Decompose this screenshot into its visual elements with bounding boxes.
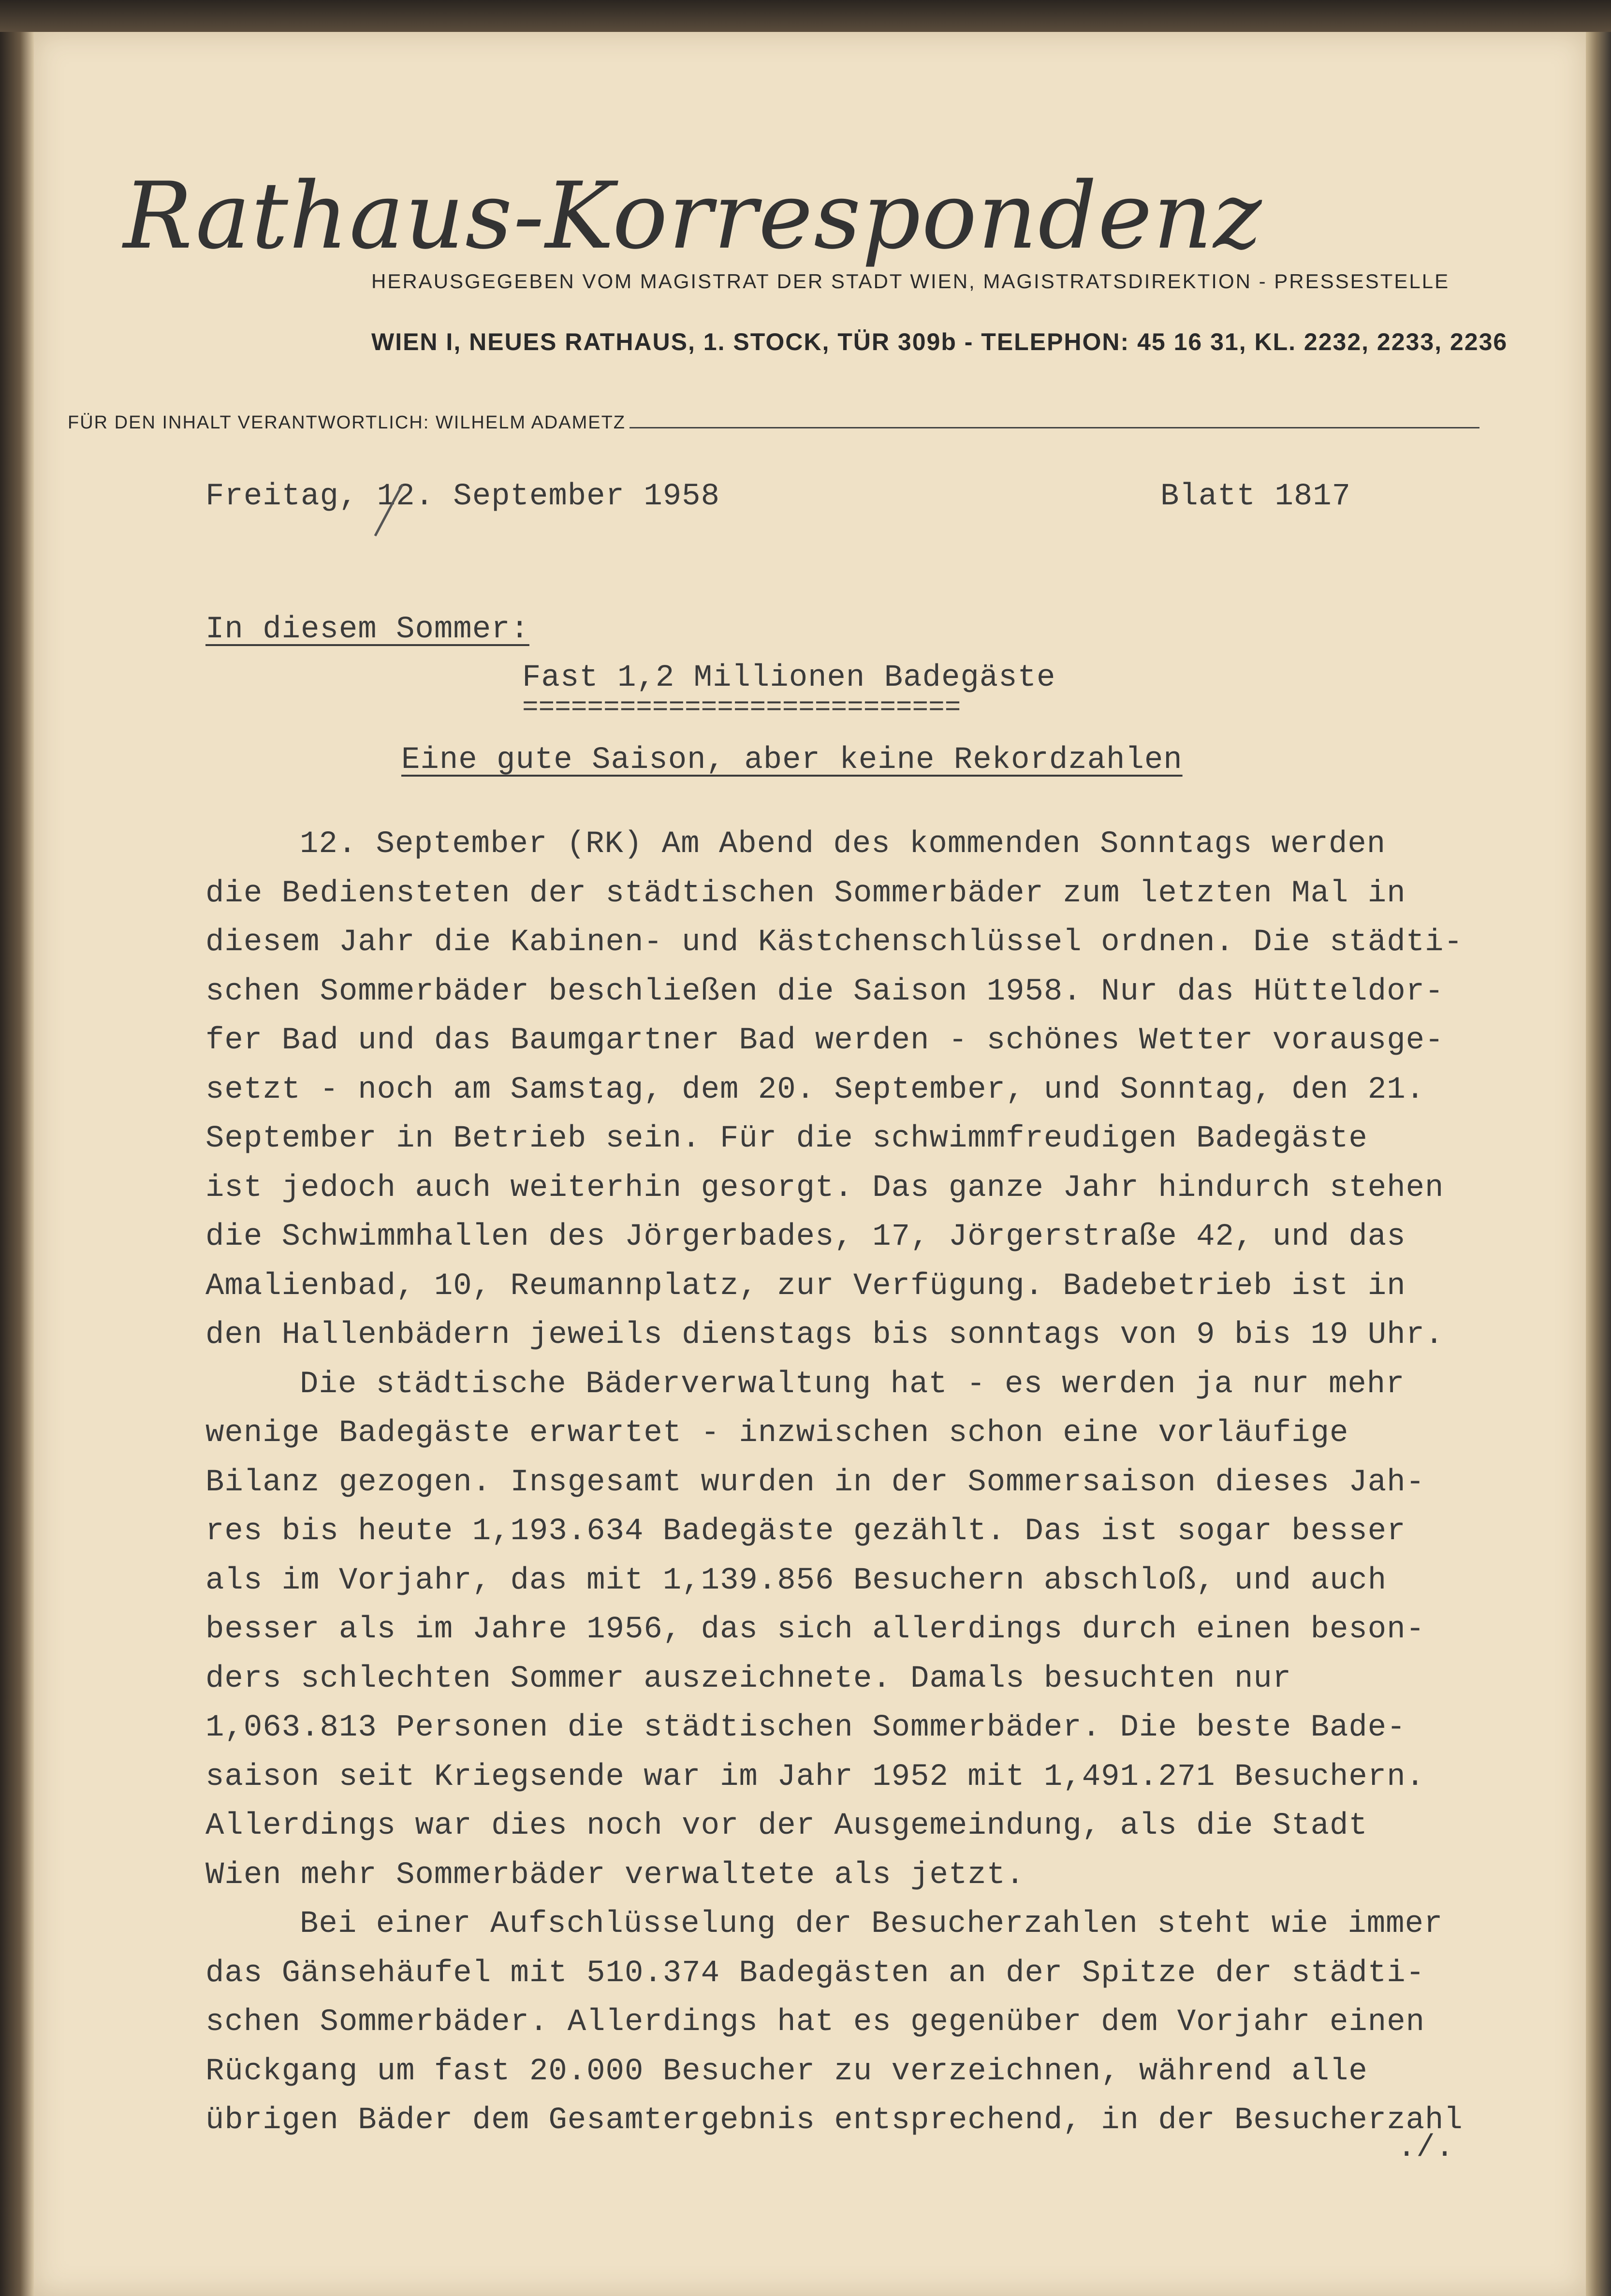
continuation-mark: ./. — [1397, 2131, 1455, 2165]
article-body — [205, 820, 1463, 2146]
headline-rule: =========================== — [522, 692, 961, 723]
body-line: 1,063.813 Personen die städtischen Sommerbäder. Die beste Bade- — [205, 1710, 1406, 1745]
body-line: Wien mehr Sommerbäder verwaltete als jetzt. — [205, 1857, 1025, 1893]
rubric: In diesem Sommer: — [205, 612, 529, 647]
body-line: res bis heute 1,193.634 Badegäste gezählt. Das ist sogar besser — [205, 1514, 1406, 1549]
body-line: schen Sommerbäder. Allerdings hat es gegenüber dem Vorjahr einen — [205, 2005, 1425, 2040]
address-line: WIEN I, NEUES RATHAUS, 1. STOCK, TÜR 309b - TELEPHON: 45 16 31, KL. 2232, 2233, 2236 — [371, 328, 1508, 355]
sheet-number: Blatt 1817 — [1160, 479, 1351, 514]
body-line: setzt - noch am Samstag, dem 20. September, und Sonntag, den 21. — [205, 1072, 1425, 1107]
scan-right-edge — [1586, 32, 1611, 2296]
body-line: Die städtische Bäderverwaltung hat - es werden ja nur mehr — [300, 1367, 1405, 1402]
responsible-line: FÜR DEN INHALT VERANTWORTLICH: WILHELM ADAMETZ — [68, 412, 626, 433]
masthead-rule — [630, 427, 1479, 428]
body-line: Rückgang um fast 20.000 Besucher zu verzeichnen, während alle — [205, 2054, 1368, 2089]
responsible-row — [68, 409, 1479, 433]
body-line: Amalienbad, 10, Reumannplatz, zur Verfügung. Badebetrieb ist in — [205, 1268, 1406, 1304]
subheadline: Eine gute Saison, aber keine Rekordzahlen — [401, 743, 1183, 778]
body-line: diesem Jahr die Kabinen- und Kästchenschlüssel ordnen. Die städti- — [205, 925, 1463, 960]
body-line: schen Sommerbäder beschließen die Saison 1958. Nur das Hütteldor- — [205, 974, 1444, 1009]
body-line: den Hallenbädern jeweils dienstags bis sonntags von 9 bis 19 Uhr. — [205, 1318, 1444, 1353]
binding-edge — [0, 32, 34, 2296]
publisher-line: HERAUSGEGEBEN VOM MAGISTRAT DER STADT WIEN, MAGISTRATSDIREKTION - PRESSESTELLE — [371, 270, 1450, 293]
body-line: wenige Badegäste erwartet - inzwischen schon eine vorläufige — [205, 1416, 1349, 1451]
body-line: Bei einer Aufschlüsselung der Besucherzahlen steht wie immer — [300, 1907, 1443, 1942]
body-line: fer Bad und das Baumgartner Bad werden - schönes Wetter vorausge- — [205, 1023, 1444, 1058]
body-line: besser als im Jahre 1956, das sich allerdings durch einen beson- — [205, 1612, 1425, 1647]
body-line: übrigen Bäder dem Gesamtergebnis entsprechend, in der Besucherzahl — [205, 2103, 1463, 2138]
issue-date: Freitag, 12. September 1958 — [205, 479, 720, 514]
body-line: Allerdings war dies noch vor der Ausgemeindung, als die Stadt — [205, 1809, 1368, 1843]
body-line: 12. September (RK) Am Abend des kommenden Sonntags werden — [300, 827, 1386, 862]
body-line: saison seit Kriegsende war im Jahr 1952 mit 1,491.271 Besuchern. — [205, 1759, 1425, 1795]
body-line: September in Betrieb sein. Für die schwimmfreudigen Badegäste — [205, 1121, 1368, 1156]
body-line: als im Vorjahr, das mit 1,139.856 Besuchern abschloß, und auch — [205, 1563, 1387, 1598]
body-line: die Bediensteten der städtischen Sommerbäder zum letzten Mal in — [205, 876, 1406, 911]
scan-top-edge — [0, 0, 1611, 32]
body-line: die Schwimmhallen des Jörgerbades, 17, Jörgerstraße 42, und das — [205, 1220, 1406, 1254]
headline: Fast 1,2 Millionen Badegäste — [522, 661, 1056, 695]
body-line: ders schlechten Sommer auszeichnete. Damals besuchten nur — [205, 1661, 1292, 1696]
masthead-title: Rathaus-Korrespondenz — [123, 162, 1263, 269]
body-line: Bilanz gezogen. Insgesamt wurden in der Sommersaison dieses Jah- — [205, 1465, 1425, 1500]
body-line: das Gänsehäufel mit 510.374 Badegästen an der Spitze der städti- — [205, 1956, 1425, 1991]
document-page — [34, 32, 1586, 2296]
body-line: ist jedoch auch weiterhin gesorgt. Das ganze Jahr hindurch stehen — [205, 1170, 1444, 1206]
